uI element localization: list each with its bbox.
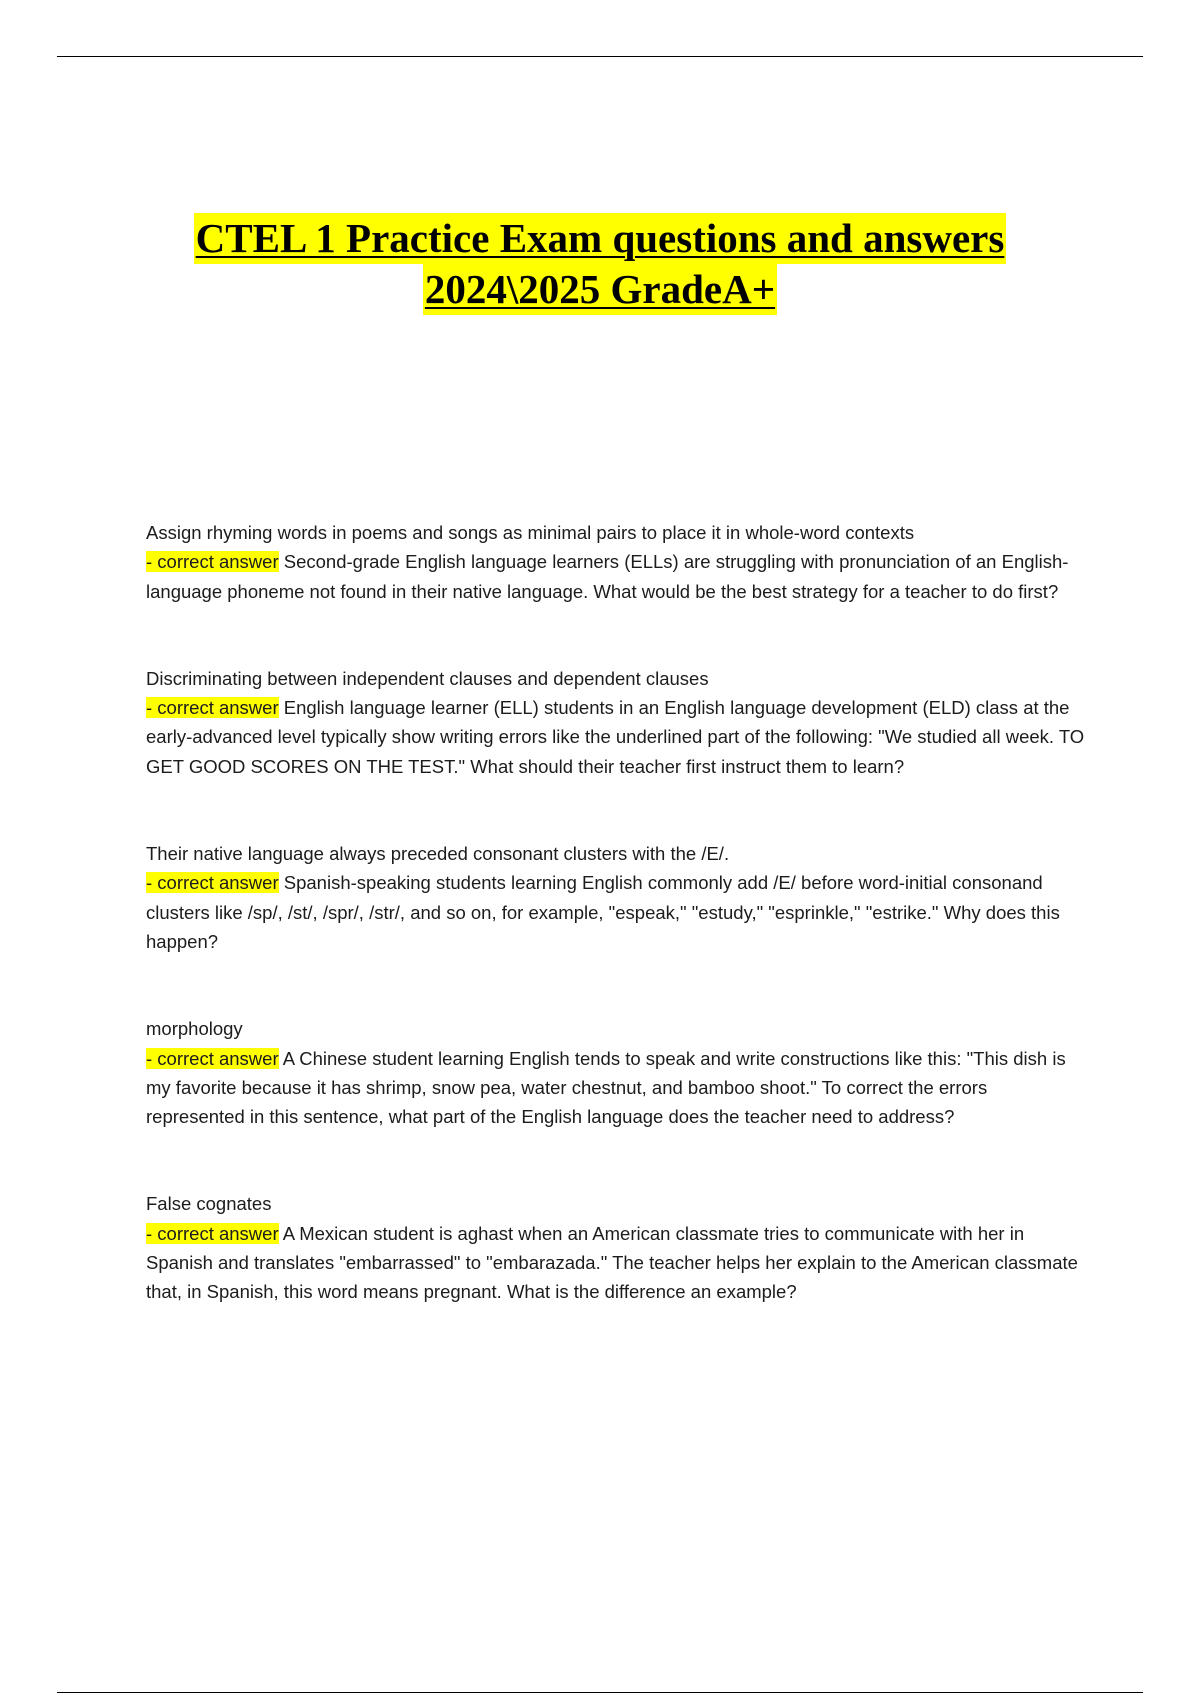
qa-item xyxy=(146,518,1091,606)
question-text: Second-grade English language learners (ELLs) are struggling with pronunciation of an English-language phoneme not found in their native language. What would be the best strategy for a teacher to do first? xyxy=(146,551,1069,602)
top-divider xyxy=(57,56,1143,57)
answer-text: morphology xyxy=(146,1018,243,1040)
title-line-1: CTEL 1 Practice Exam questions and answers xyxy=(194,213,1007,264)
question-text: A Mexican student is aghast when an American classmate tries to communicate with her in Spanish and translates "embarrassed" to "embarazada." The teacher helps her explain to the American classmate that, in Spanish, this word means pregnant. What is the difference an example? xyxy=(146,1222,1078,1303)
question-paragraph xyxy=(146,693,1091,781)
answer-text: Their native language always preceded consonant clusters with the /E/. xyxy=(146,843,730,865)
correct-answer-marker: - correct answer xyxy=(146,872,279,894)
question-text: A Chinese student learning English tends to speak and write constructions like this: "This dish is my favorite because it has shrimp, snow pea, water chestnut, and bamboo shoot." To correct the errors represented in this sentence, what part of the English language does the teacher need to address? xyxy=(146,1047,1066,1128)
qa-list xyxy=(146,518,1091,1307)
question-paragraph xyxy=(146,1219,1091,1307)
correct-answer-marker: - correct answer xyxy=(146,697,279,719)
qa-item xyxy=(146,1189,1091,1306)
question-paragraph xyxy=(146,1044,1091,1132)
answer-text: Discriminating between independent clauses and dependent clauses xyxy=(146,667,709,689)
question-text: English language learner (ELL) students in an English language development (ELD) class at the early-advanced level typically show writing errors like the underlined part of the following: "We studied all week. TO GET GOOD SCORES ON THE TEST." What should their teacher first instruct them to learn? xyxy=(146,697,1085,777)
question-paragraph xyxy=(146,868,1091,956)
question-text: Spanish-speaking students learning English commonly add /E/ before word-initial consonand clusters like /sp/, /st/, /spr/, /str/, and so on, for example, "espeak," "estudy," "esprinkle," "estrike." Why does this happen? xyxy=(146,872,1060,952)
correct-answer-marker: - correct answer xyxy=(146,551,279,573)
qa-item xyxy=(146,1014,1091,1131)
correct-answer-marker: - correct answer xyxy=(146,1047,279,1069)
document-title xyxy=(0,213,1200,315)
title-line-2: 2024\2025 GradeA+ xyxy=(423,264,777,315)
answer-text: False cognates xyxy=(146,1193,272,1215)
answer-text: Assign rhyming words in poems and songs as minimal pairs to place it in whole-word contexts xyxy=(146,522,915,543)
qa-item xyxy=(146,664,1091,781)
correct-answer-marker: - correct answer xyxy=(146,1222,279,1244)
question-paragraph xyxy=(146,547,1091,606)
bottom-divider xyxy=(57,1692,1143,1693)
qa-item xyxy=(146,839,1091,956)
